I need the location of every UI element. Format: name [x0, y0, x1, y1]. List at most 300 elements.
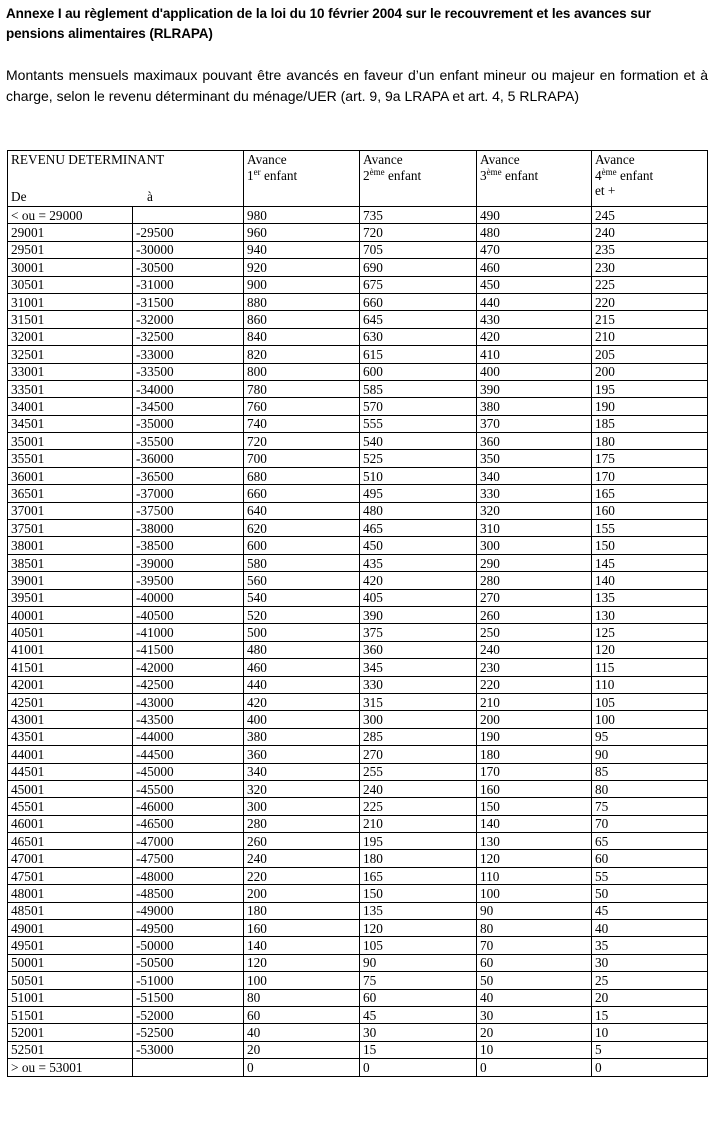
income-from-cell: 40001 [8, 606, 133, 623]
income-to-cell: -45000 [133, 763, 244, 780]
income-from-cell: 30001 [8, 259, 133, 276]
advance-child-3-cell: 230 [477, 659, 592, 676]
header-enfant-label: enfant [616, 167, 654, 183]
table-row [8, 207, 708, 224]
advance-child-4-cell: 20 [592, 989, 708, 1006]
advance-child-2-cell: 600 [360, 363, 477, 380]
advance-child-2-cell: 435 [360, 554, 477, 571]
income-from-cell: 44501 [8, 763, 133, 780]
advance-child-4-cell: 175 [592, 450, 708, 467]
advance-child-2-cell: 210 [360, 815, 477, 832]
advance-child-2-cell: 690 [360, 259, 477, 276]
table-row [8, 833, 708, 850]
income-to-cell: -38000 [133, 520, 244, 537]
advance-child-3-cell: 410 [477, 346, 592, 363]
advance-child-2-cell: 255 [360, 763, 477, 780]
advance-child-1-cell: 240 [244, 850, 360, 867]
advance-child-1-cell: 600 [244, 537, 360, 554]
income-to-cell: -47500 [133, 850, 244, 867]
advance-child-3-cell: 0 [477, 1059, 592, 1076]
advance-child-1-cell: 400 [244, 711, 360, 728]
advance-child-3-cell: 90 [477, 902, 592, 919]
income-to-cell: -51500 [133, 989, 244, 1006]
advance-child-4-cell: 185 [592, 415, 708, 432]
income-to-cell: -39500 [133, 572, 244, 589]
advance-child-4-cell: 40 [592, 920, 708, 937]
advance-child-2-cell: 705 [360, 241, 477, 258]
header-child-ordinal: ème [369, 166, 385, 177]
income-from-cell: 51501 [8, 1006, 133, 1023]
advance-child-2-cell: 15 [360, 1041, 477, 1058]
advance-child-1-cell: 780 [244, 380, 360, 397]
advance-child-4-cell: 225 [592, 276, 708, 293]
income-to-cell [133, 207, 244, 224]
advance-child-2-cell: 345 [360, 659, 477, 676]
advance-child-3-cell: 310 [477, 520, 592, 537]
advance-child-4-cell: 195 [592, 380, 708, 397]
table-row [8, 259, 708, 276]
table-row [8, 450, 708, 467]
table-row [8, 224, 708, 241]
table-row [8, 241, 708, 258]
advance-child-1-cell: 360 [244, 746, 360, 763]
advance-child-4-cell: 65 [592, 833, 708, 850]
advance-child-1-cell: 560 [244, 572, 360, 589]
table-row [8, 537, 708, 554]
income-to-cell: -31000 [133, 276, 244, 293]
income-to-cell: -49500 [133, 920, 244, 937]
header-revenu-label: REVENU DETERMINANT [11, 152, 165, 167]
header-enfant-label: enfant [501, 167, 539, 183]
income-from-cell: 42001 [8, 676, 133, 693]
income-to-cell: -34000 [133, 380, 244, 397]
income-from-cell: 39001 [8, 572, 133, 589]
income-to-cell: -33500 [133, 363, 244, 380]
advance-child-3-cell: 460 [477, 259, 592, 276]
table-row [8, 1006, 708, 1023]
advance-child-4-cell: 25 [592, 972, 708, 989]
table-row [8, 763, 708, 780]
header-enfant-label: enfant [384, 167, 422, 183]
advance-child-3-cell: 60 [477, 954, 592, 971]
advance-child-1-cell: 160 [244, 920, 360, 937]
income-to-cell: -52000 [133, 1006, 244, 1023]
advance-child-1-cell: 40 [244, 1024, 360, 1041]
advance-child-4-cell: 15 [592, 1006, 708, 1023]
advance-child-4-cell: 80 [592, 780, 708, 797]
advance-child-3-cell: 320 [477, 502, 592, 519]
income-to-cell: -44500 [133, 746, 244, 763]
advance-child-2-cell: 105 [360, 937, 477, 954]
advance-child-3-cell: 120 [477, 850, 592, 867]
advance-child-1-cell: 260 [244, 833, 360, 850]
income-to-cell: -49000 [133, 902, 244, 919]
income-to-cell: -40500 [133, 606, 244, 623]
advance-child-4-cell: 105 [592, 693, 708, 710]
advance-child-1-cell: 640 [244, 502, 360, 519]
header-a-label: à [147, 189, 153, 204]
advance-child-3-cell: 490 [477, 207, 592, 224]
income-from-cell: 37001 [8, 502, 133, 519]
advance-child-2-cell: 660 [360, 293, 477, 310]
advance-child-3-cell: 200 [477, 711, 592, 728]
advance-child-2-cell: 360 [360, 641, 477, 658]
advance-child-1-cell: 700 [244, 450, 360, 467]
advance-child-2-cell: 285 [360, 728, 477, 745]
advance-child-3-cell: 390 [477, 380, 592, 397]
advance-child-2-cell: 570 [360, 398, 477, 415]
table-row [8, 920, 708, 937]
advance-child-1-cell: 880 [244, 293, 360, 310]
income-from-cell: 52001 [8, 1024, 133, 1041]
income-to-cell: -42000 [133, 659, 244, 676]
advance-child-2-cell: 525 [360, 450, 477, 467]
table-body [8, 207, 708, 1077]
advance-child-4-cell: 220 [592, 293, 708, 310]
income-from-cell: 46501 [8, 833, 133, 850]
advance-child-3-cell: 50 [477, 972, 592, 989]
header-avance-label: Avance [480, 152, 520, 167]
advance-child-1-cell: 920 [244, 259, 360, 276]
income-from-cell: 48501 [8, 902, 133, 919]
income-to-cell: -37500 [133, 502, 244, 519]
advance-child-4-cell: 85 [592, 763, 708, 780]
advance-child-2-cell: 150 [360, 885, 477, 902]
income-from-cell: 49501 [8, 937, 133, 954]
advance-child-4-cell: 115 [592, 659, 708, 676]
advance-child-3-cell: 20 [477, 1024, 592, 1041]
advance-child-3-cell: 480 [477, 224, 592, 241]
advance-child-2-cell: 630 [360, 328, 477, 345]
income-from-cell: 50501 [8, 972, 133, 989]
advance-child-2-cell: 675 [360, 276, 477, 293]
table-row [8, 798, 708, 815]
advance-child-3-cell: 210 [477, 693, 592, 710]
income-from-cell: 43001 [8, 711, 133, 728]
advance-child-3-cell: 450 [477, 276, 592, 293]
table-row [8, 589, 708, 606]
header-avance-label: Avance [247, 152, 287, 167]
income-from-cell: 40501 [8, 624, 133, 641]
income-to-cell: -41500 [133, 641, 244, 658]
document-intro: Montants mensuels maximaux pouvant être avancés en faveur d’un enfant mineur ou majeur en formation et à charge, selon le revenu déterminant du ménage/UER (art. 9, 9a LRAPA et art. 4, 5 RLRAPA) [6, 67, 708, 104]
table-row [8, 850, 708, 867]
advance-child-3-cell: 290 [477, 554, 592, 571]
advance-child-3-cell: 130 [477, 833, 592, 850]
income-to-cell: -30500 [133, 259, 244, 276]
income-to-cell: -34500 [133, 398, 244, 415]
advance-child-3-cell: 220 [477, 676, 592, 693]
advance-child-2-cell: 615 [360, 346, 477, 363]
advance-child-1-cell: 80 [244, 989, 360, 1006]
income-to-cell: -37000 [133, 485, 244, 502]
advance-child-2-cell: 540 [360, 433, 477, 450]
advance-child-2-cell: 720 [360, 224, 477, 241]
advance-child-1-cell: 220 [244, 867, 360, 884]
advance-child-1-cell: 840 [244, 328, 360, 345]
income-to-cell: -36500 [133, 467, 244, 484]
income-from-cell: 45501 [8, 798, 133, 815]
income-from-cell: 31501 [8, 311, 133, 328]
income-from-cell: 50001 [8, 954, 133, 971]
table-row [8, 485, 708, 502]
advance-child-4-cell: 165 [592, 485, 708, 502]
advance-child-3-cell: 80 [477, 920, 592, 937]
advance-child-4-cell: 135 [592, 589, 708, 606]
advance-child-4-cell: 180 [592, 433, 708, 450]
table-row [8, 728, 708, 745]
income-from-cell: 47501 [8, 867, 133, 884]
advance-child-4-cell: 90 [592, 746, 708, 763]
advance-child-3-cell: 340 [477, 467, 592, 484]
income-to-cell: -32000 [133, 311, 244, 328]
income-to-cell: -45500 [133, 780, 244, 797]
income-to-cell: -42500 [133, 676, 244, 693]
income-to-cell: -35000 [133, 415, 244, 432]
income-from-cell: 38001 [8, 537, 133, 554]
document-heading: Annexe I au règlement d'application de la loi du 10 février 2004 sur le recouvrement et les avances sur pensions alimentaires (RLRAPA) [6, 6, 651, 41]
income-from-cell: > ou = 53001 [8, 1059, 133, 1076]
advance-child-3-cell: 30 [477, 1006, 592, 1023]
table-row [8, 780, 708, 797]
advance-child-4-cell: 30 [592, 954, 708, 971]
advance-child-3-cell: 350 [477, 450, 592, 467]
advance-child-4-cell: 150 [592, 537, 708, 554]
advance-amounts-table [7, 150, 708, 1077]
advance-child-3-cell: 360 [477, 433, 592, 450]
advance-child-4-cell: 75 [592, 798, 708, 815]
advance-child-4-cell: 235 [592, 241, 708, 258]
income-from-cell: 48001 [8, 885, 133, 902]
header-avance-child-2 [360, 151, 477, 207]
advance-child-2-cell: 75 [360, 972, 477, 989]
advance-child-4-cell: 70 [592, 815, 708, 832]
header-de-label: De [11, 189, 27, 204]
advance-child-1-cell: 900 [244, 276, 360, 293]
advance-child-2-cell: 30 [360, 1024, 477, 1041]
advance-child-2-cell: 390 [360, 606, 477, 623]
header-child-ordinal: ème [601, 166, 617, 177]
income-from-cell: 30501 [8, 276, 133, 293]
advance-child-4-cell: 110 [592, 676, 708, 693]
income-to-cell [133, 1059, 244, 1076]
table-row [8, 676, 708, 693]
advance-child-3-cell: 440 [477, 293, 592, 310]
advance-child-3-cell: 150 [477, 798, 592, 815]
advance-child-3-cell: 160 [477, 780, 592, 797]
header-child-number: 4 [595, 167, 602, 183]
advance-child-2-cell: 420 [360, 572, 477, 589]
income-from-cell: 32001 [8, 328, 133, 345]
advance-child-3-cell: 10 [477, 1041, 592, 1058]
income-from-cell: 39501 [8, 589, 133, 606]
advance-child-4-cell: 200 [592, 363, 708, 380]
advance-child-3-cell: 430 [477, 311, 592, 328]
advance-child-2-cell: 555 [360, 415, 477, 432]
advance-child-4-cell: 0 [592, 1059, 708, 1076]
advance-child-3-cell: 250 [477, 624, 592, 641]
table-row [8, 520, 708, 537]
income-to-cell: -30000 [133, 241, 244, 258]
table-row [8, 606, 708, 623]
advance-child-3-cell: 470 [477, 241, 592, 258]
table-row [8, 328, 708, 345]
advance-child-2-cell: 495 [360, 485, 477, 502]
income-to-cell: -53000 [133, 1041, 244, 1058]
table-header-row [8, 151, 708, 207]
advance-child-2-cell: 645 [360, 311, 477, 328]
income-from-cell: 29501 [8, 241, 133, 258]
advance-child-2-cell: 330 [360, 676, 477, 693]
income-to-cell: -48000 [133, 867, 244, 884]
advance-child-1-cell: 480 [244, 641, 360, 658]
income-to-cell: -33000 [133, 346, 244, 363]
income-from-cell: 52501 [8, 1041, 133, 1058]
table-row [8, 693, 708, 710]
table-row [8, 293, 708, 310]
income-to-cell: -50000 [133, 937, 244, 954]
advance-child-2-cell: 90 [360, 954, 477, 971]
advance-child-1-cell: 680 [244, 467, 360, 484]
advance-child-1-cell: 320 [244, 780, 360, 797]
advance-child-4-cell: 35 [592, 937, 708, 954]
income-from-cell: 41501 [8, 659, 133, 676]
income-to-cell: -38500 [133, 537, 244, 554]
table-row [8, 467, 708, 484]
table-row [8, 624, 708, 641]
advance-child-4-cell: 145 [592, 554, 708, 571]
table-row [8, 954, 708, 971]
advance-child-4-cell: 240 [592, 224, 708, 241]
income-from-cell: 31001 [8, 293, 133, 310]
income-to-cell: -32500 [133, 328, 244, 345]
advance-child-1-cell: 760 [244, 398, 360, 415]
table-row [8, 641, 708, 658]
income-to-cell: -31500 [133, 293, 244, 310]
advance-child-4-cell: 5 [592, 1041, 708, 1058]
advance-child-1-cell: 180 [244, 902, 360, 919]
table-row [8, 554, 708, 571]
advance-child-1-cell: 540 [244, 589, 360, 606]
advance-child-2-cell: 480 [360, 502, 477, 519]
table-row [8, 937, 708, 954]
advance-child-4-cell: 140 [592, 572, 708, 589]
advance-child-2-cell: 450 [360, 537, 477, 554]
income-from-cell: 49001 [8, 920, 133, 937]
advance-child-2-cell: 60 [360, 989, 477, 1006]
income-from-cell: 44001 [8, 746, 133, 763]
header-child-ordinal: er [253, 166, 261, 177]
income-from-cell: 33001 [8, 363, 133, 380]
advance-child-1-cell: 860 [244, 311, 360, 328]
table-row [8, 1041, 708, 1058]
income-from-cell: 32501 [8, 346, 133, 363]
advance-child-1-cell: 120 [244, 954, 360, 971]
income-from-cell: 51001 [8, 989, 133, 1006]
income-to-cell: -52500 [133, 1024, 244, 1041]
income-to-cell: -44000 [133, 728, 244, 745]
advance-child-3-cell: 370 [477, 415, 592, 432]
header-enfant-label: enfant [260, 167, 298, 183]
advance-child-1-cell: 740 [244, 415, 360, 432]
income-to-cell: -39000 [133, 554, 244, 571]
advance-child-1-cell: 280 [244, 815, 360, 832]
advance-child-1-cell: 720 [244, 433, 360, 450]
advance-child-3-cell: 280 [477, 572, 592, 589]
advance-child-1-cell: 140 [244, 937, 360, 954]
income-to-cell: -36000 [133, 450, 244, 467]
advance-child-4-cell: 230 [592, 259, 708, 276]
advance-child-2-cell: 405 [360, 589, 477, 606]
income-from-cell: 41001 [8, 641, 133, 658]
header-et-plus-label: et + [595, 183, 616, 198]
advance-child-4-cell: 170 [592, 467, 708, 484]
table-row [8, 380, 708, 397]
header-avance-child-1 [244, 151, 360, 207]
table-row [8, 867, 708, 884]
advance-child-2-cell: 240 [360, 780, 477, 797]
income-to-cell: -51000 [133, 972, 244, 989]
income-to-cell: -43500 [133, 711, 244, 728]
advance-child-3-cell: 270 [477, 589, 592, 606]
advance-child-3-cell: 260 [477, 606, 592, 623]
advance-child-4-cell: 155 [592, 520, 708, 537]
advance-child-4-cell: 210 [592, 328, 708, 345]
advance-child-2-cell: 270 [360, 746, 477, 763]
advance-child-1-cell: 420 [244, 693, 360, 710]
advance-child-2-cell: 165 [360, 867, 477, 884]
advance-child-1-cell: 580 [244, 554, 360, 571]
advance-child-2-cell: 585 [360, 380, 477, 397]
income-from-cell: 45001 [8, 780, 133, 797]
advance-child-1-cell: 520 [244, 606, 360, 623]
advance-child-4-cell: 160 [592, 502, 708, 519]
advance-child-1-cell: 20 [244, 1041, 360, 1058]
income-from-cell: 37501 [8, 520, 133, 537]
advance-child-3-cell: 70 [477, 937, 592, 954]
advance-child-4-cell: 120 [592, 641, 708, 658]
income-from-cell: 38501 [8, 554, 133, 571]
table-row [8, 502, 708, 519]
advance-child-2-cell: 300 [360, 711, 477, 728]
income-to-cell: -46500 [133, 815, 244, 832]
advance-child-4-cell: 45 [592, 902, 708, 919]
advance-child-3-cell: 100 [477, 885, 592, 902]
advance-child-1-cell: 380 [244, 728, 360, 745]
advance-child-2-cell: 735 [360, 207, 477, 224]
income-to-cell: -43000 [133, 693, 244, 710]
advance-child-4-cell: 245 [592, 207, 708, 224]
advance-child-1-cell: 0 [244, 1059, 360, 1076]
advance-child-4-cell: 215 [592, 311, 708, 328]
header-avance-child-4 [592, 151, 708, 207]
advance-child-3-cell: 180 [477, 746, 592, 763]
table-row [8, 415, 708, 432]
advance-child-4-cell: 60 [592, 850, 708, 867]
table-row [8, 398, 708, 415]
advance-child-2-cell: 120 [360, 920, 477, 937]
advance-child-3-cell: 300 [477, 537, 592, 554]
table-row [8, 1024, 708, 1041]
advance-child-2-cell: 465 [360, 520, 477, 537]
advance-child-4-cell: 190 [592, 398, 708, 415]
income-from-cell: 34501 [8, 415, 133, 432]
advance-child-3-cell: 140 [477, 815, 592, 832]
advance-child-1-cell: 440 [244, 676, 360, 693]
table-row [8, 433, 708, 450]
table-row [8, 902, 708, 919]
advance-child-4-cell: 95 [592, 728, 708, 745]
